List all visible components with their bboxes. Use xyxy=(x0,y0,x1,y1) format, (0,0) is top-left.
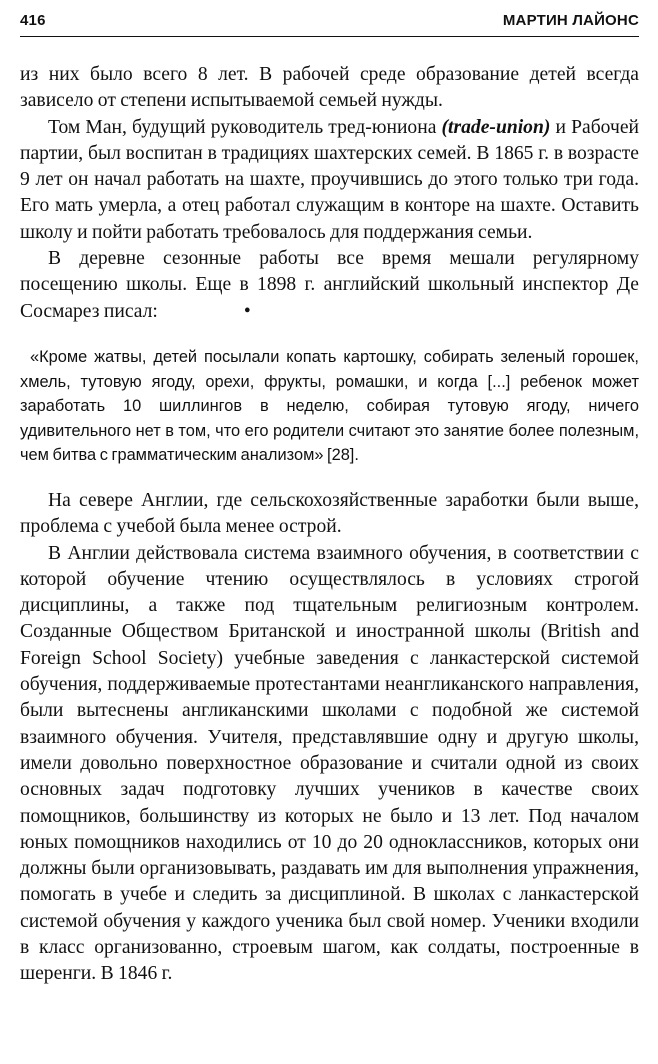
stray-mark: • xyxy=(243,300,251,322)
running-head xyxy=(20,12,639,34)
italic-term: (trade-union) xyxy=(441,116,551,138)
body-text xyxy=(20,62,639,988)
paragraph-mutual-instruction: В Англии действовала система взаимного обучения, в соответствии с которой обучение чтению осуществлялось в условиях строгой дисциплины, а также под тщательным религиозным контролем. Созданные Обществом Британской и иностранной школы (British and Foreign School Society) учебные заведения с ланкастерской системой обучения, поддерживаемые протестантами неангликанского направления, были вытеснены англиканскими школами с подобной же системой взаимного обучения. Учителя, представлявшие одну и другую школы, имели довольно поверхностное образование и считали одной из своих основных задач подготовку лучших учеников в качестве своих помощников, большинству из которых не было и 13 лет. Под началом юных помощников находились от 10 до 20 одноклассников, которых они должны были организовывать, раздавать им для выполнения упражнения, помогать в учебе и следить за дисциплиной. В школах с ланкастерской системой обучения у каждого ученика был свой номер. Ученики входили в класс организованно, строевым шагом, как солдаты, построенные в шеренги. В 1846 г. xyxy=(20,542,639,985)
paragraph-continuation: из них было всего 8 лет. В рабочей среде образование детей всегда зависело от степени испытываемой семьей нужды. xyxy=(20,64,639,112)
paragraph-tom-mann xyxy=(20,115,639,246)
paragraph-seasonal-work xyxy=(20,246,639,325)
running-head-author: МАРТИН ЛАЙОНС xyxy=(502,12,639,29)
paragraph-text: Том Ман, будущий руководитель тред-юниона xyxy=(48,116,442,138)
paragraph-text: и Рабочей партии, был воспитан в традициях шахтерских семей. В 1865 г. в возрасте 9 лет он начал работать на шахте, проучившись до этого только три года. Его мать умерла, а отец работал служащим в конторе на шахте. Оставить школу и пойти работать требовалось для поддержания семьи. xyxy=(20,116,639,243)
paragraph-north-england: На севере Англии, где сельскохозяйственные заработки были выше, проблема с учебой была менее острой. xyxy=(20,489,639,538)
header-rule xyxy=(20,36,639,37)
block-quote: «Кроме жатвы, детей посылали копать картошку, собирать зеленый горошек, хмель, тутовую ягоду, орехи, фрукты, ромашки, и когда [...] ребенок может заработать 10 шиллингов в неделю, собирая тутовую ягоду, ничего удивительного нет в том, что его родители считают это занятие более полезным, чем битва с грамматическим анализом» [28]. xyxy=(20,347,639,465)
book-page xyxy=(20,0,639,1064)
page-number: 416 xyxy=(20,12,46,29)
paragraph-text: В деревне сезонные работы все время мешали регулярному посещению школы. Еще в 1898 г. английский школьный инспектор Де Сосмарез писал: xyxy=(20,248,639,322)
